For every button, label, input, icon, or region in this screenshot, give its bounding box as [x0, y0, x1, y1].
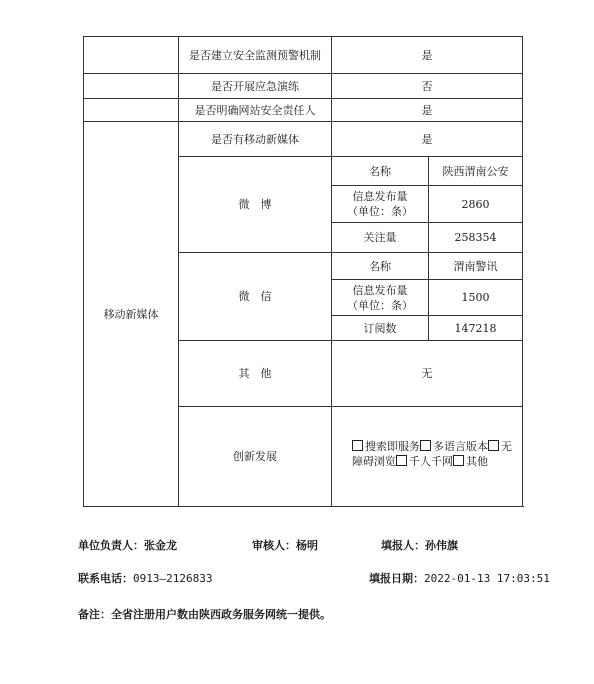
table-row [84, 74, 523, 99]
blank-cell [84, 99, 179, 122]
info-table [83, 36, 523, 507]
checkbox-option[interactable] [420, 440, 488, 453]
checkbox-option[interactable] [396, 455, 453, 468]
wechat-posts-label [332, 280, 429, 316]
checkbox-option[interactable] [352, 440, 420, 453]
monitor-label: 是否建立安全监测预警机制 [179, 37, 332, 74]
checkbox-label: 搜索即服务 [365, 440, 420, 453]
owner-value: 是 [332, 99, 523, 122]
leader-text: 单位负责人：张金龙 [78, 539, 177, 552]
owner-label: 是否明确网站安全责任人 [179, 99, 332, 122]
checkbox-label: 无障碍浏览 [352, 440, 512, 468]
drill-label: 是否开展应急演练 [179, 74, 332, 99]
checkbox-label: 多语言版本 [433, 440, 488, 453]
checkbox-icon[interactable] [420, 440, 431, 451]
other-value: 无 [332, 341, 523, 407]
table-row [84, 122, 523, 157]
weibo-label: 微 博 [179, 157, 332, 253]
mobile-section-label: 移动新媒体 [84, 122, 179, 507]
weibo-name-value: 陕西渭南公安 [429, 157, 523, 186]
innovation-options [332, 407, 523, 507]
weibo-posts-label [332, 186, 429, 223]
drill-value: 否 [332, 74, 523, 99]
wechat-posts-label-line2: （单位：条） [347, 298, 413, 312]
checkbox-icon[interactable] [453, 455, 464, 466]
weibo-posts-label-line1: 信息发布量 [352, 190, 408, 203]
checkbox-label: 千人千网 [409, 455, 453, 468]
checkbox-icon[interactable] [396, 455, 407, 466]
wechat-posts-label-line1: 信息发布量 [352, 283, 408, 297]
innovation-label: 创新发展 [179, 407, 332, 507]
wechat-subs-label: 订阅数 [332, 316, 429, 341]
checkbox-label: 其他 [466, 455, 488, 468]
wechat-label: 微 信 [179, 253, 332, 341]
table-row [84, 37, 523, 74]
date-line [369, 570, 550, 586]
table-row [84, 99, 523, 122]
phone-label: 联系电话： [78, 572, 133, 585]
phone-line [78, 570, 212, 586]
note-text: 备注：全省注册用户数由陕西政务服务网统一提供。 [78, 608, 331, 621]
monitor-value: 是 [332, 37, 523, 74]
filler-text: 填报人：孙伟旗 [381, 539, 458, 552]
wechat-name-label: 名称 [332, 253, 429, 280]
has-mobile-label: 是否有移动新媒体 [179, 122, 332, 157]
checkbox-option[interactable] [453, 455, 488, 468]
other-label: 其 他 [179, 341, 332, 407]
checkbox-icon[interactable] [488, 440, 499, 451]
checkbox-icon[interactable] [352, 440, 363, 451]
weibo-posts-label-line2: （单位：条） [347, 205, 413, 218]
wechat-name-value: 渭南警讯 [429, 253, 523, 280]
blank-cell [84, 37, 179, 74]
wechat-subs-value: 147218 [429, 316, 523, 341]
date-value: 2022-01-13 17:03:51 [424, 572, 550, 585]
date-label: 填报日期： [369, 572, 424, 585]
weibo-follow-label: 关注量 [332, 223, 429, 253]
reviewer-text: 审核人：杨明 [252, 539, 318, 552]
weibo-posts-value: 2860 [429, 186, 523, 223]
phone-value: 0913—2126833 [133, 572, 213, 585]
blank-cell [84, 74, 179, 99]
has-mobile-value: 是 [332, 122, 523, 157]
weibo-follow-value: 258354 [429, 223, 523, 253]
weibo-name-label: 名称 [332, 157, 429, 186]
wechat-posts-value: 1500 [429, 280, 523, 316]
